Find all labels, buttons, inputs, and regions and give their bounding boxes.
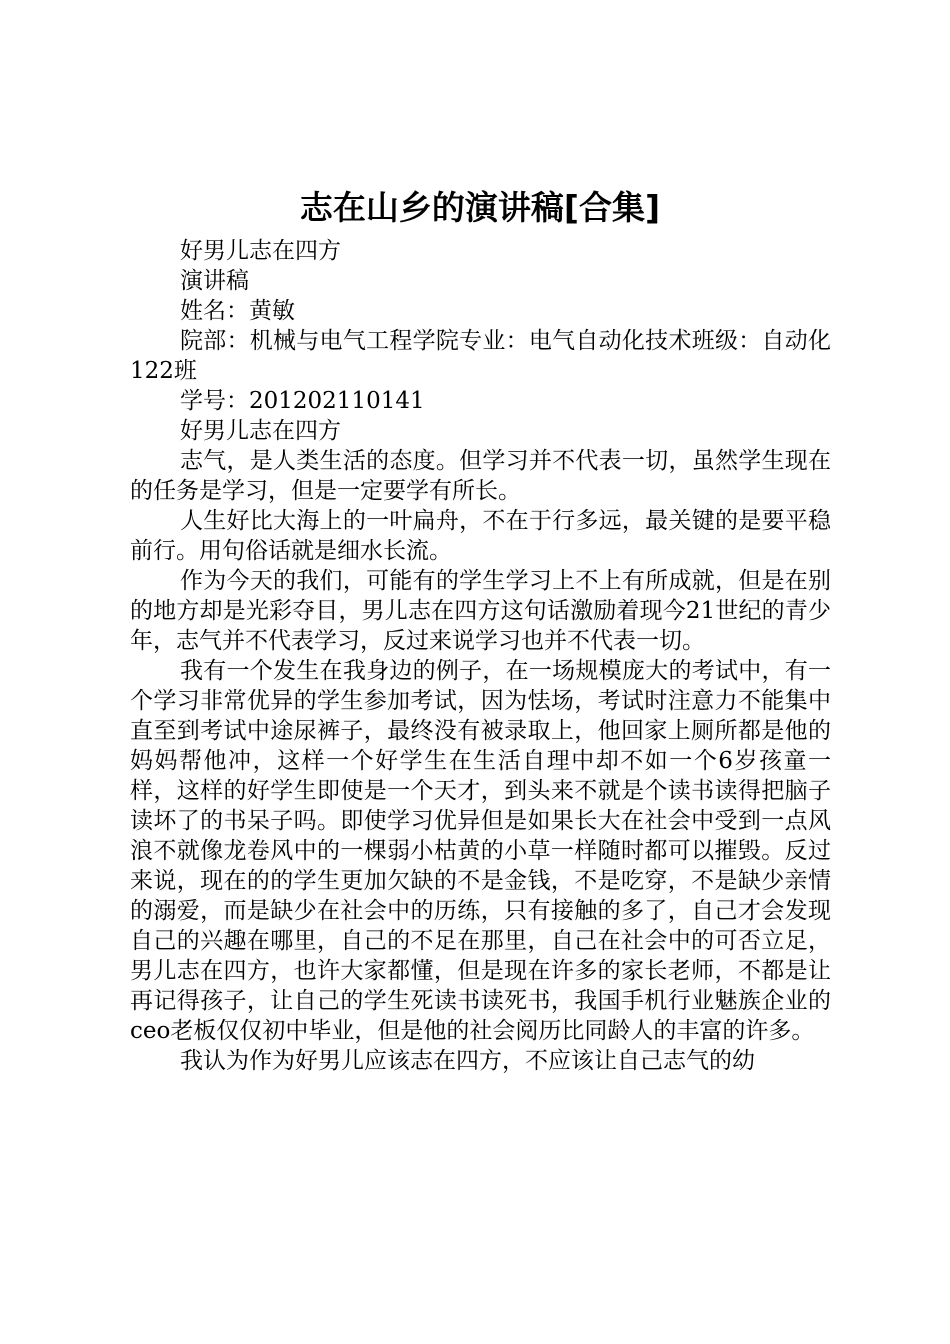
header-line-slogan: 好男儿志在四方	[180, 238, 341, 264]
section-heading: 好男儿志在四方	[180, 418, 341, 444]
body-paragraph: 我认为作为好男儿应该志在四方，不应该让自己志气的幼	[180, 1048, 755, 1074]
body-paragraph: 人生好比大海上的一叶扁舟，不在于行多远，最关键的是要平稳前行。用句俗话就是细水长流。	[130, 508, 831, 564]
body-paragraph: 作为今天的我们，可能有的学生学习上不上有所成就，但是在别的地方却是光彩夺目，男儿志在四方这句话激励着现今21世纪的青少年，志气并不代表学习，反过来说学习也并不代表一切。	[130, 568, 831, 654]
header-line-department: 院部：机械与电气工程学院专业：电气自动化技术班级：自动化122班	[130, 328, 831, 384]
header-line-student-id: 学号：201202110141	[180, 388, 425, 414]
header-line-speech: 演讲稿	[180, 268, 249, 294]
document-body	[130, 236, 831, 1076]
body-paragraph: 志气，是人类生活的态度。但学习并不代表一切，虽然学生现在的任务是学习，但是一定要学有所长。	[130, 448, 831, 504]
document-title: 志在山乡的演讲稿[合集]	[299, 188, 661, 227]
body-paragraph: 我有一个发生在我身边的例子，在一场规模庞大的考试中，有一个学习非常优异的学生参加考试，因为怯场，考试时注意力不能集中直至到考试中途尿裤子，最终没有被录取上，他回家上厕所都是他的妈妈帮他冲，这样一个好学生在生活自理中却不如一个6岁孩童一样，这样的好学生即使是一个天才，到头来不就是个读书读得把脑子读坏了的书呆子吗。即使学习优异但是如果长大在社会中受到一点风浪不就像龙卷风中的一棵弱小枯黄的小草一样随时都可以摧毁。反过来说，现在的的学生更加欠缺的不是金钱，不是吃穿，不是缺少亲情的溺爱，而是缺少在社会中的历练，只有接触的多了，自己才会发现自己的兴趣在哪里，自己的不足在那里，自己在社会中的可否立足，男儿志在四方，也许大家都懂，但是现在许多的家长老师，不都是让再记得孩子，让自己的学生死读书读死书，我国手机行业魅族企业的ceo老板仅仅初中毕业，但是他的社会阅历比同龄人的丰富的许多。	[130, 658, 831, 1044]
header-line-name: 姓名：黄敏	[180, 298, 295, 324]
